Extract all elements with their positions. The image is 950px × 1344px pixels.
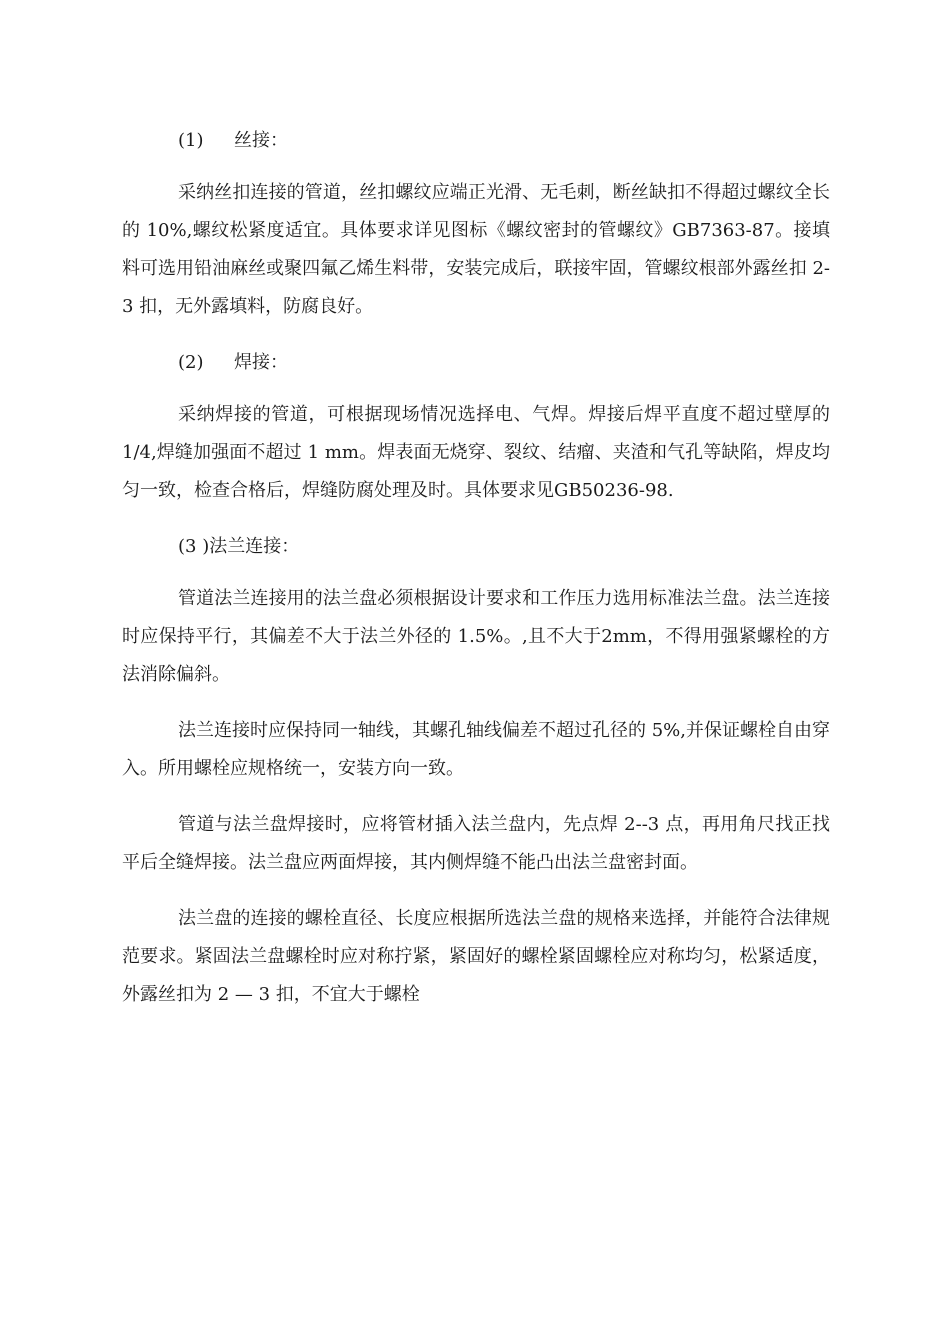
section-heading-1 [178,122,830,160]
section-number: (2) [178,352,204,373]
section-title: 丝接： [234,130,288,151]
section-heading-2 [178,344,830,382]
document-page [122,122,830,1014]
section-title: (3 )法兰连接： [178,536,300,557]
section-body-2 [122,396,830,510]
paragraph: 采纳焊接的管道，可根据现场情况选择电、气焊。焊接后焊平直度不超过壁厚的 1/4,焊缝加强面不超过 1 mm。焊表面无烧穿、裂纹、结瘤、夹渣和气孔等缺陷，焊皮均匀一致，检查合格后，焊缝防腐处理及时。具体要求见GB50236-98. [122,404,830,501]
section-number: (1) [178,130,204,151]
paragraph: 法兰盘的连接的螺栓直径、长度应根据所选法兰盘的规格来选择，并能符合法律规范要求。紧固法兰盘螺栓时应对称拧紧，紧固好的螺栓紧固螺栓应对称均匀，松紧适度，外露丝扣为 2 — 3 扣，不宜大于螺栓 [122,908,830,1005]
section-title: 焊接： [234,352,288,373]
paragraph: 管道法兰连接用的法兰盘必须根据设计要求和工作压力选用标准法兰盘。法兰连接时应保持平行，其偏差不大于法兰外径的 1.5%。,且不大于2mm，不得用强紧螺栓的方法消除偏斜。 [122,588,830,685]
paragraph: 管道与法兰盘焊接时，应将管材插入法兰盘内，先点焊 2--3 点，再用角尺找正找平后全缝焊接。法兰盘应两面焊接，其内侧焊缝不能凸出法兰盘密封面。 [122,814,830,873]
paragraph: 法兰连接时应保持同一轴线，其螺孔轴线偏差不超过孔径的 5%,并保证螺栓自由穿入。所用螺栓应规格统一，安装方向一致。 [122,720,830,779]
section-body-3 [122,580,830,1014]
paragraph: 采纳丝扣连接的管道，丝扣螺纹应端正光滑、无毛刺，断丝缺扣不得超过螺纹全长的 10%,螺纹松紧度适宜。具体要求详见图标《螺纹密封的管螺纹》GB7363-87。接填料可选用铅油麻丝或聚四氟乙烯生料带，安装完成后，联接牢固，管螺纹根部外露丝扣 2-3 扣，无外露填料，防腐良好。 [122,182,830,317]
section-heading-3 [178,528,830,566]
section-body-1 [122,174,830,326]
